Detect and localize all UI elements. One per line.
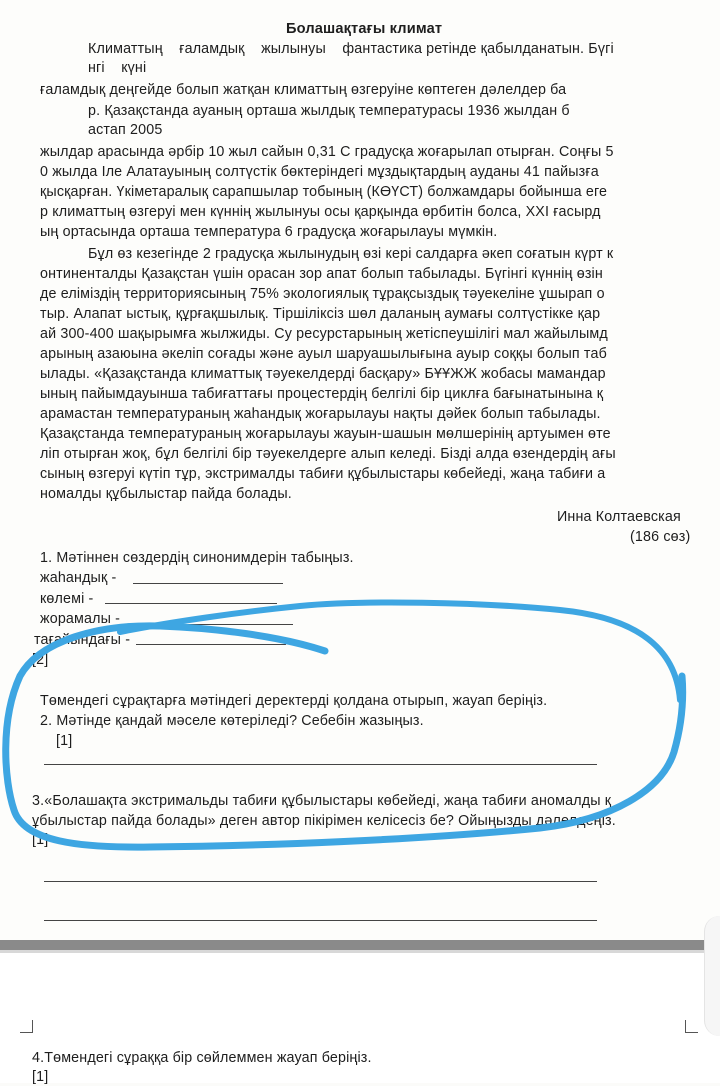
paragraph-line: тыр. Алапат ыстық, құрғақшылық. Тіршіліксіз шөл даланың аумағы солтүстікке қар bbox=[40, 306, 601, 322]
question-4-prompt: 4.Төмендегі сұраққа бір сөйлеммен жауап беріңіз. bbox=[32, 1050, 372, 1066]
question-4-marks: [1] bbox=[32, 1069, 49, 1085]
paragraph-line: ғаламдық деңгейде болып жатқан климаттың өзгеруіне көптеген дәлелдер ба bbox=[40, 82, 567, 98]
question-2-prompt: 2. Мәтінде қандай мәселе көтеріледі? Себебін жазыңыз. bbox=[40, 713, 424, 729]
author-name: Инна Колтаевская bbox=[557, 509, 681, 525]
paragraph-line: сының өзгеруі күтіп тұр, экстрималды табиғи құбылыстары көбейеді, жаңа табиғи а bbox=[40, 466, 606, 482]
paragraph-line: р климаттың өзгеруі мен күннің жылынуы осы қарқында өрбитін болса, XXI ғасырд bbox=[40, 204, 601, 220]
question-3-prompt: 3.«Болашақта экстримальды табиғи құбылыстары көбейеді, жаңа табиғи аномалды қ bbox=[32, 793, 612, 809]
paragraph-line: де еліміздің территориясының 75% экологиялық тұрақсыздық тәуекеліне ұшырап о bbox=[40, 286, 605, 302]
paragraph-line: онтиненталды Қазақстан үшін орасан зор апат болып табылады. Бүгінгі күннің өзін bbox=[40, 266, 603, 282]
instruction-text: Төмендегі сұрақтарға мәтіндегі деректерді қолдана отырып, жауап беріңіз. bbox=[40, 693, 548, 709]
paragraph-line: нгі күні bbox=[88, 60, 147, 76]
circle-stroke bbox=[6, 626, 683, 847]
question-2-marks: [1] bbox=[56, 733, 73, 749]
word-count: (186 сөз) bbox=[630, 529, 691, 545]
circle-stroke-outer bbox=[120, 603, 680, 700]
paragraph-line: ың ортасында орташа температура 6 градусқа жоғарылауы мүмкін. bbox=[40, 224, 498, 240]
question-3-marks: [1] bbox=[32, 832, 49, 848]
question-3-prompt-cont: ұбылыстар пайда болады» деген автор пікірімен келісесіз бе? Ойыңызды дәлелдеңіз. bbox=[32, 813, 616, 829]
paragraph-line: ай 300-400 шақырымға жылжиды. Су ресурстарының жетіспеушілігі мал жайылымд bbox=[40, 326, 608, 342]
paragraph-line: Бұл өз кезегінде 2 градусқа жылынудың өзі кері салдарға әкеп соғатын күрт к bbox=[88, 246, 614, 262]
paragraph-line: Климаттың ғаламдық жылынуы фантастика ретінде қабылданатын. Бүгі bbox=[88, 41, 614, 57]
synonym-term: көлемі - bbox=[40, 591, 98, 607]
synonym-term: жаһандық - bbox=[40, 570, 121, 586]
paragraph-line: р. Қазақстанда ауаның орташа жылдық температурасы 1936 жылдан б bbox=[88, 103, 570, 119]
paragraph-line: Қазақстанда температураның жоғарылауы жауын-шашын мөлшерінің артуымен өте bbox=[40, 426, 611, 442]
question-1-prompt: 1. Мәтіннен сөздердің синонимдерін табыңыз. bbox=[40, 550, 354, 566]
paragraph-line: арының азаюына әкеліп соғады және ауыл шаруашылығына ауыр соққы болып таб bbox=[40, 346, 607, 362]
synonym-term: жорамалы - bbox=[40, 611, 125, 627]
paragraph-line: арамастан температураның жаһандық жоғарылауы нақты дәйек болып табылады. bbox=[40, 406, 601, 422]
paragraph-line: астап 2005 bbox=[88, 122, 163, 138]
paragraph-line: ліп отырған жоқ, бұл белгілі бір тәуекелдерге алып келеді. Бізді алда өзендердің ағы bbox=[40, 446, 616, 462]
paragraph-line: ының пайымдауынша табиғаттағы процестердің белгілі бір циклға бағынатынына қ bbox=[40, 386, 604, 402]
synonym-term: тағайындағы - bbox=[34, 632, 135, 648]
document-title: Болашақтағы климат bbox=[286, 21, 443, 37]
paragraph-line: ылады. «Қазақстанда климаттық тәуекелдерді басқару» БҰҰЖЖ жобасы мамандар bbox=[40, 366, 606, 382]
paragraph-line: 0 жылда Іле Алатауының солтүстік бөктеріндегі мұздықтардың ауданы 41 пайызға bbox=[40, 164, 599, 180]
paragraph-line: қысқарған. Үкіметаралық сарапшылар тобының (КӨҮСТ) болжамдары бойынша еге bbox=[40, 184, 608, 200]
question-1-marks: [2] bbox=[32, 652, 49, 668]
paragraph-line: жылдар арасында әрбір 10 жыл сайын 0,31 С градусқа жоғарылап отырған. Соңғы 5 bbox=[40, 144, 614, 160]
paragraph-line: номалды құбылыстар пайда болады. bbox=[40, 486, 292, 502]
